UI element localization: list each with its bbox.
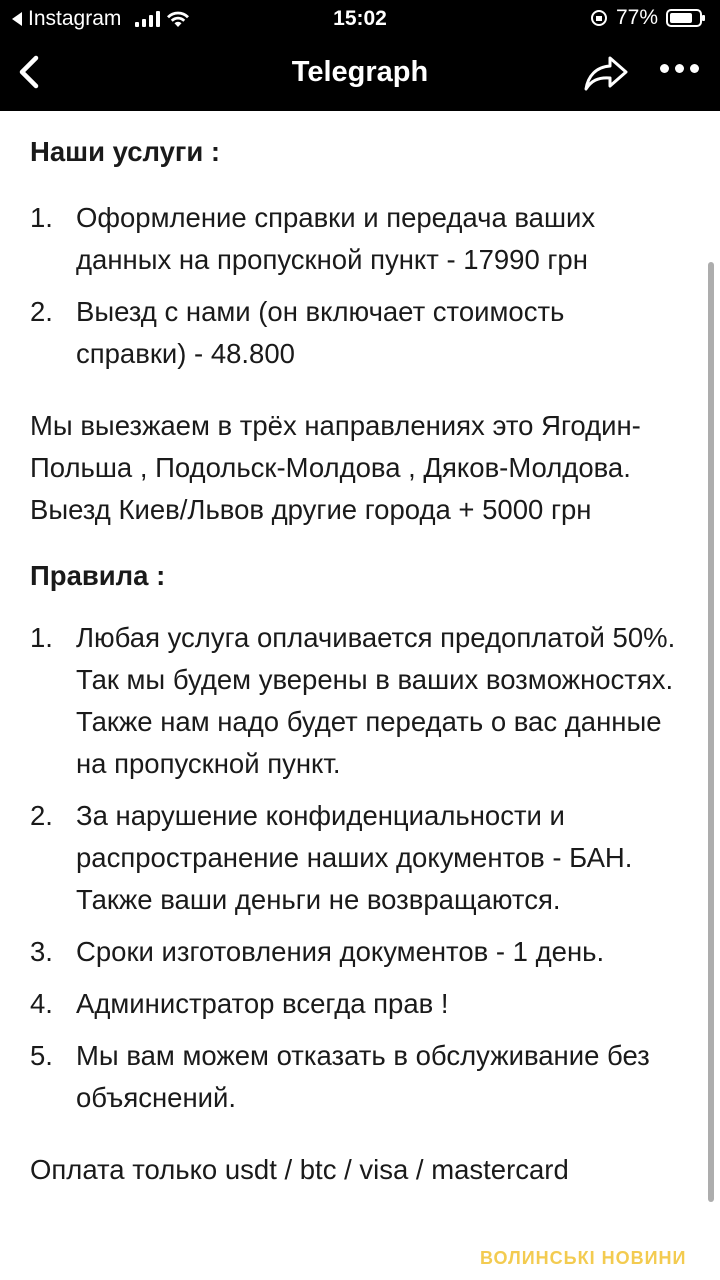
list-item: 2. За нарушение конфиденциальности и распространение наших документов - БАН. Также ваши деньги не возвращаются. bbox=[30, 800, 633, 915]
page-title: Telegraph bbox=[291, 56, 429, 88]
list-item: 5. Мы вам можем отказать в обслуживание без объяснений. bbox=[30, 1040, 650, 1113]
rules-list bbox=[30, 617, 680, 1119]
watermark: ВОЛИНСЬКІ НОВИНИ bbox=[480, 1248, 687, 1268]
battery-icon bbox=[666, 9, 702, 27]
back-app-label: Instagram bbox=[28, 7, 122, 30]
list-item: 3. Сроки изготовления документов - 1 день. bbox=[30, 936, 605, 967]
more-dots-icon[interactable] bbox=[660, 64, 704, 80]
list-item: 1. Оформление справки и передача ваших данных на пропускной пункт - 17990 грн bbox=[30, 202, 596, 275]
battery-fill bbox=[670, 13, 692, 23]
share-arrow-icon[interactable] bbox=[582, 50, 630, 94]
directions-paragraph: Мы выезжаем в трёх направлениях это Ягодин-Польша , Подольск-Молдова , Дяков-Молдова. Выезд Киев/Львов другие города + 5000 грн bbox=[30, 410, 641, 525]
list-item: 2. Выезд с нами (он включает стоимость справки) - 48.800 bbox=[30, 296, 565, 369]
payment-paragraph: Оплата только usdt / btc / visa / mastercard bbox=[30, 1154, 569, 1185]
status-bar bbox=[0, 0, 720, 36]
services-heading: Наши услуги : bbox=[30, 136, 221, 167]
article-body bbox=[30, 111, 680, 1191]
clock: 15:02 bbox=[333, 7, 387, 30]
list-item: 4. Администратор всегда прав ! bbox=[30, 988, 449, 1019]
scrollbar[interactable] bbox=[708, 262, 714, 1202]
battery-percent: 77% bbox=[615, 6, 658, 29]
rules-heading: Правила : bbox=[30, 560, 166, 591]
orientation-lock-icon bbox=[590, 9, 608, 27]
nav-bar bbox=[0, 36, 720, 111]
list-item: 1. Любая услуга оплачивается предоплатой 50%. Так мы будем уверены в ваших возможностях. Также нам надо будет передать о вас данные на пропускной пункт. bbox=[30, 622, 676, 779]
services-list bbox=[30, 197, 680, 375]
